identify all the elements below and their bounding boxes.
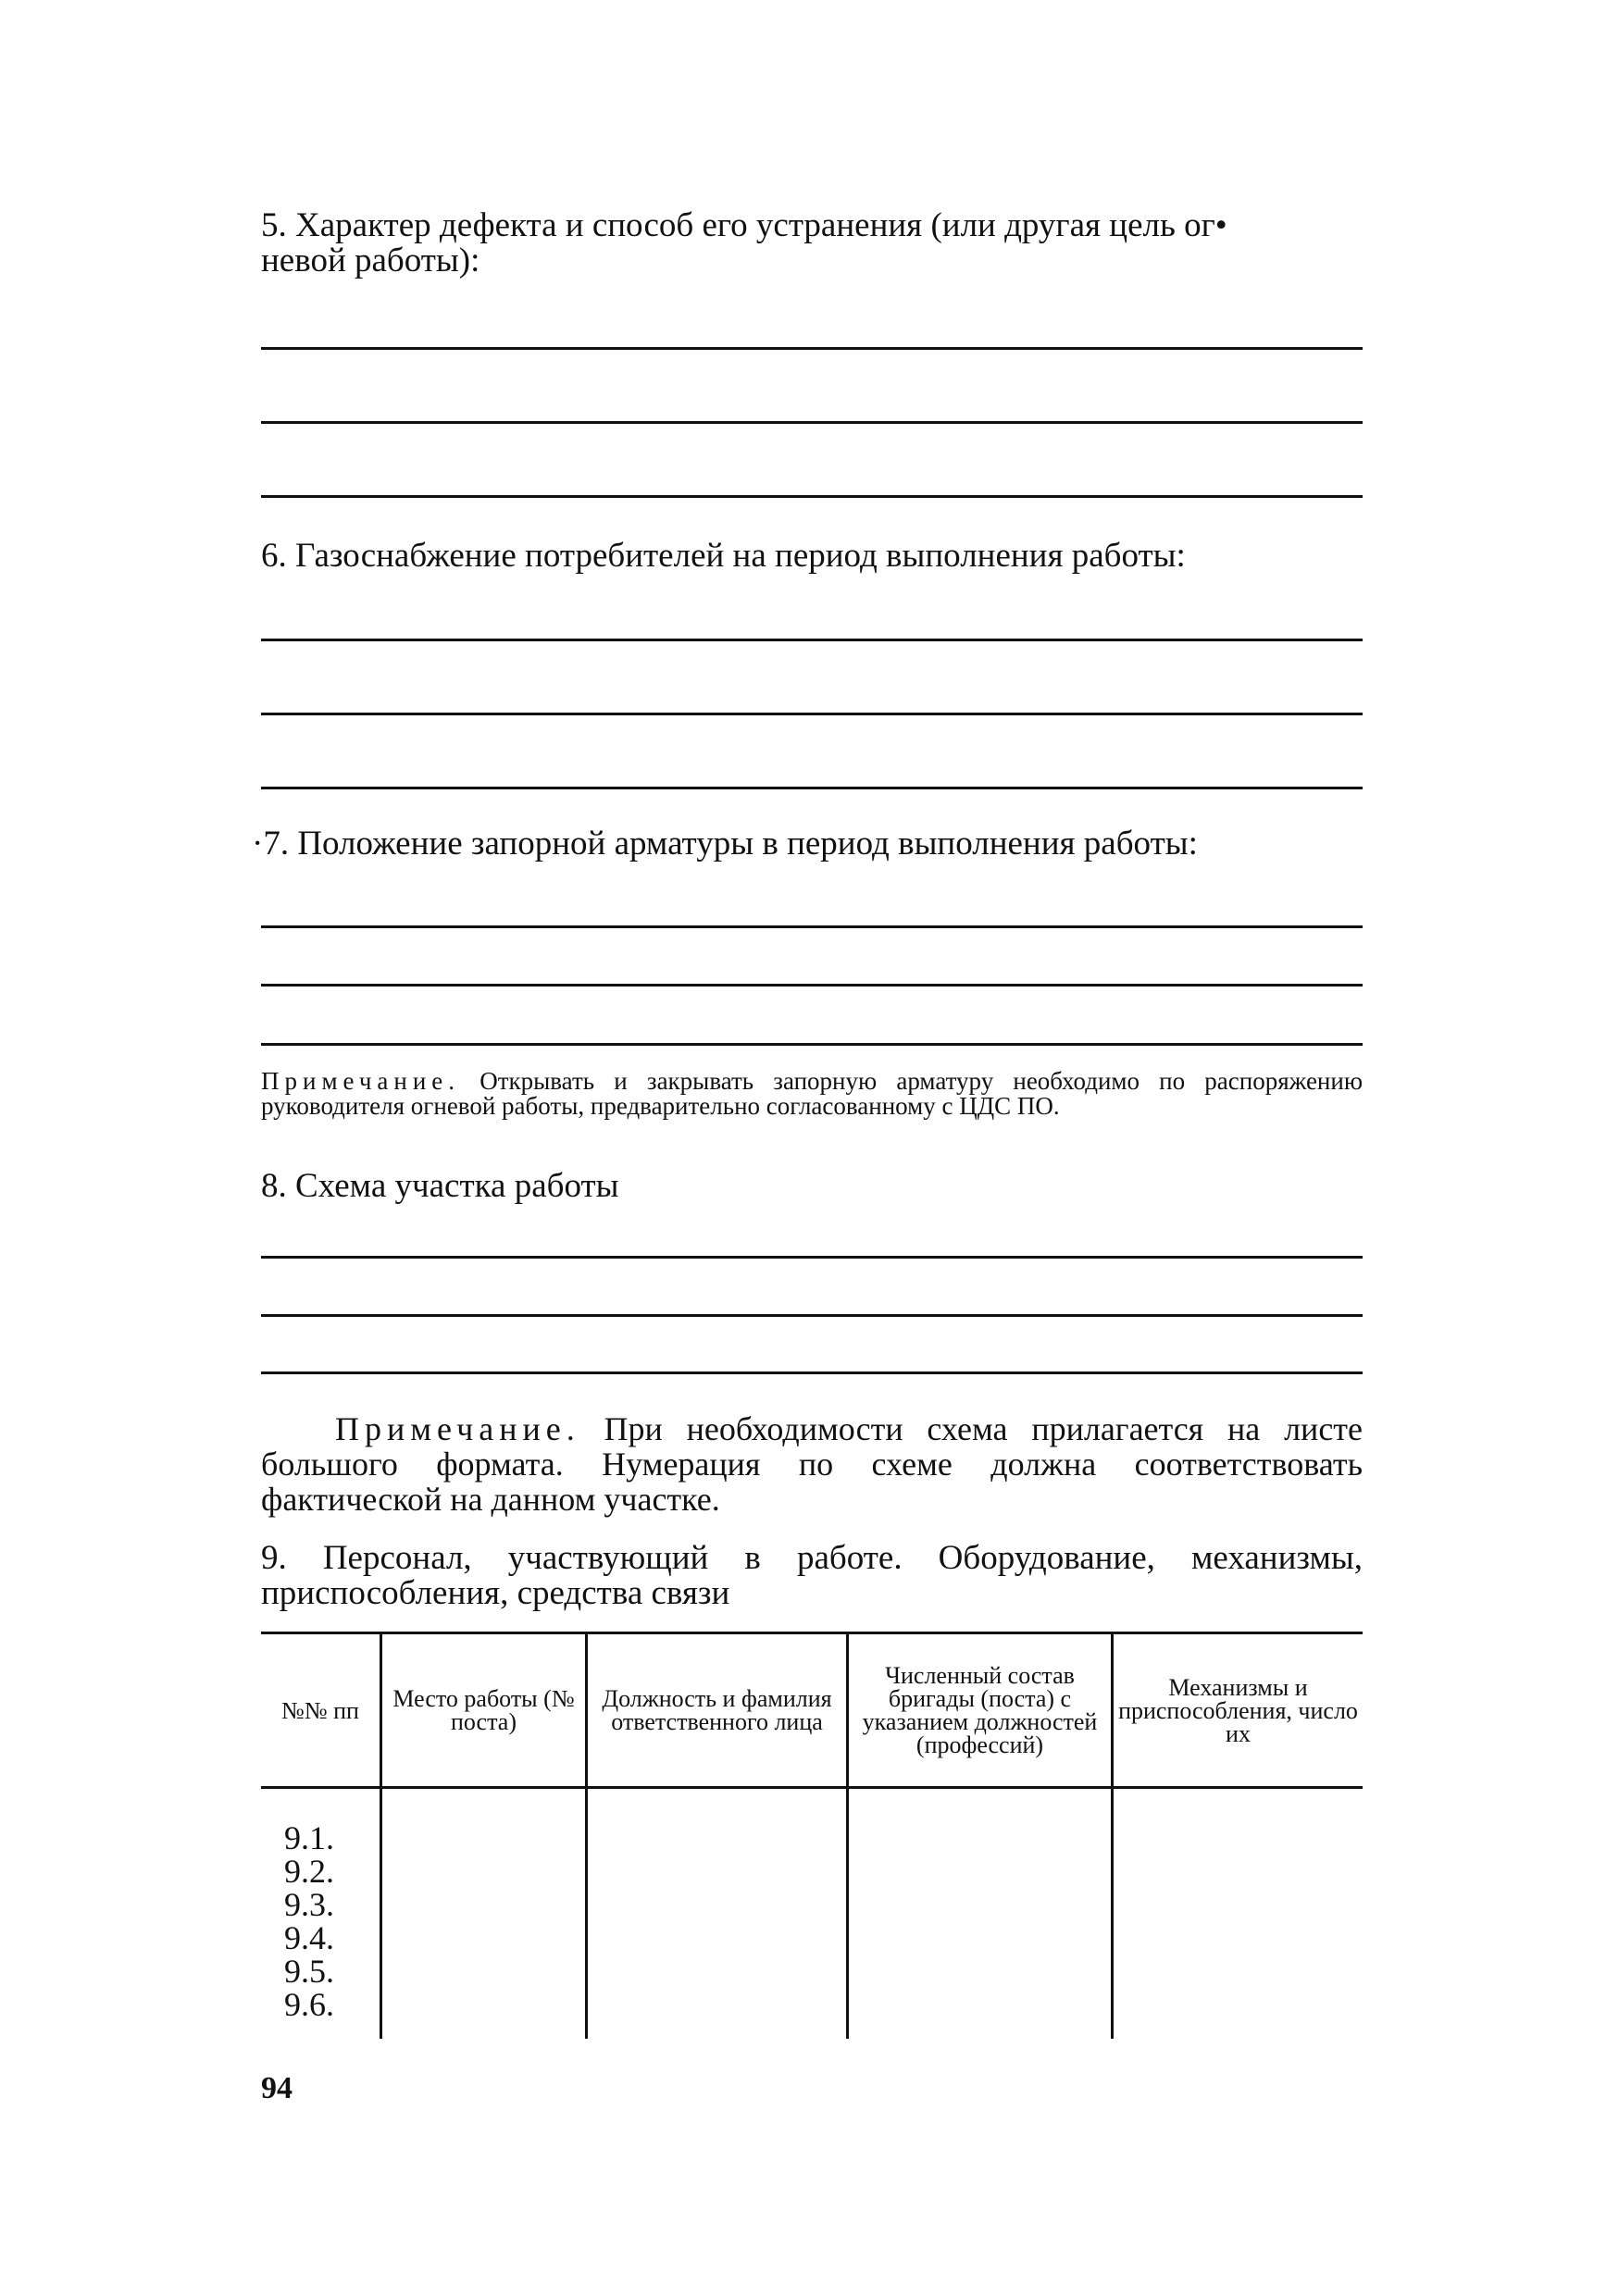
section-6-title: 6. Газоснабжение потребителей на период выполнения работы: [261,537,1186,575]
note-1 [261,1069,1363,1119]
section-5-line-2: невой работы): [261,242,480,279]
section-5-line-1: 5. Характер дефекта и способ его устранения (или другая цель ог• [261,206,1227,244]
table-header-responsible: Должность и фамилия ответственного лица [602,1685,832,1735]
section-5-blank-line-1 [261,347,1363,350]
note-2 [261,1411,1363,1517]
table-header-place: Место работы (№ поста) [392,1685,575,1735]
page-number: 94 [261,2071,293,2105]
table-row: 9.4. [284,1919,334,1956]
table-header-rule [261,1786,1363,1789]
section-7-blank-line-2 [261,984,1363,987]
section-8-blank-line-1 [261,1256,1363,1259]
table-header-number: №№ пп [281,1696,359,1724]
table-row: 9.2. [284,1853,334,1890]
table-row-numbers [284,1821,377,2021]
table-top-rule [261,1632,1363,1634]
note-2-label: Примечание. [335,1410,580,1447]
note-1-label: Примечание. [261,1067,461,1095]
personnel-table [261,1632,1363,2039]
section-6-blank-line-1 [261,639,1363,641]
section-6-blank-line-2 [261,713,1363,715]
section-7-title: ·7. Положение запорной арматуры в период выполнения работы: [252,825,1198,863]
section-7-blank-line-3 [261,1043,1363,1046]
section-5-blank-line-2 [261,421,1363,424]
table-header-equipment: Механизмы и приспособления, число их [1118,1673,1358,1747]
table-row: 9.5. [284,1953,334,1990]
section-9-title: 9. Персонал, участвующий в работе. Оборудование, механизмы, приспособления, средства связи [261,1539,1363,1612]
section-8-title: 8. Схема участка работы [261,1167,619,1205]
section-8-blank-line-2 [261,1314,1363,1317]
table-header-crew: Численный состав бригады (поста) с указанием должностей (профессий) [862,1662,1098,1758]
note-2-text: При необходимости схема прилагается на листе большого формата. Нумерация по схеме должна соответствовать фактической на данном участке. [261,1410,1364,1518]
section-6-blank-line-3 [261,787,1363,789]
section-7-blank-line-1 [261,925,1363,928]
section-5-blank-line-3 [261,495,1363,498]
note-1-text: Открывать и закрывать запорную арматуру необходимо по распоряжению руководителя огневой работы, предварительно согласованному с ЦДС ПО. [261,1067,1363,1120]
section-8-blank-line-3 [261,1371,1363,1374]
table-row: 9.3. [284,1886,334,1923]
table-row: 9.6. [284,1986,334,2023]
table-row: 9.1. [284,1819,334,1856]
